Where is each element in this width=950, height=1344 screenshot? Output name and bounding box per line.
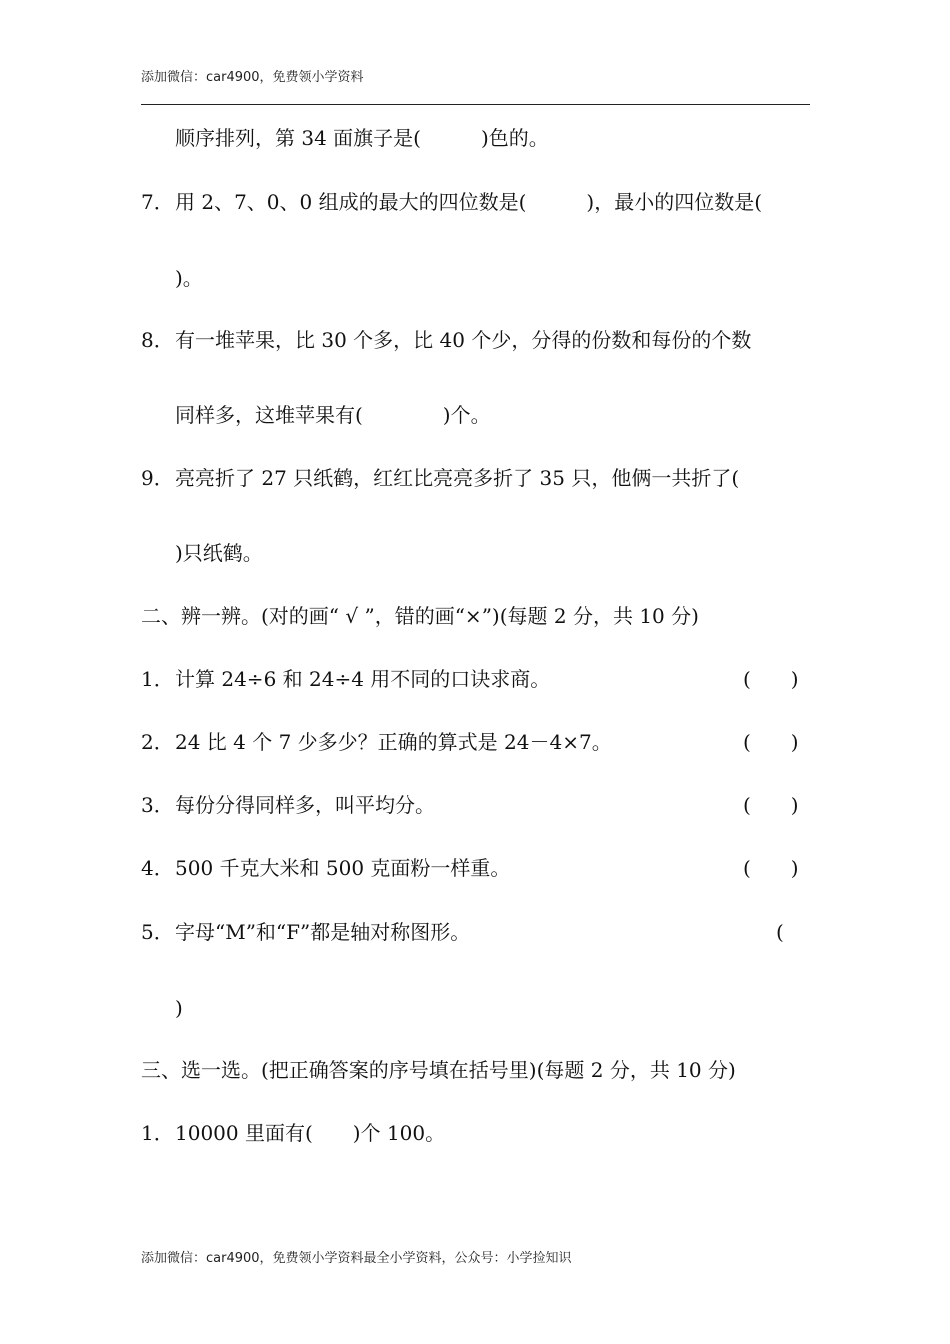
q9-line2: )只纸鹤。 [175,541,263,565]
footer-note: 添加微信：car4900，免费领小学资料最全小学资料，公众号：小学捡知识 [141,1251,572,1266]
header-divider [141,104,810,105]
judge-answer-blank-2[interactable]: ( ) [743,730,799,754]
q8-line1 [141,328,751,352]
q6-continuation: 顺序排列，第 34 面旗子是( )色的。 [175,126,549,150]
q7-number: 7． [141,190,174,214]
section2-heading: 二、辨一辨。(对的画“ √ ”，错的画“×”)(每题 2 分，共 10 分) [141,604,699,628]
section3-heading: 三、选一选。(把正确答案的序号填在括号里)(每题 2 分，共 10 分) [141,1058,736,1082]
judge-item-number: 2． [141,730,174,754]
q8-line2: 同样多，这堆苹果有( )个。 [175,403,491,427]
judge-item-5 [141,920,470,944]
q7-text: 用 2、7、0、0 组成的最大的四位数是( )，最小的四位数是( [175,190,763,214]
judge-item-number: 1． [141,667,174,691]
judge-item-text: 字母“M”和“F”都是轴对称图形。 [175,920,471,944]
judge-item-number: 5． [141,920,174,944]
judge-item-number: 4． [141,856,174,880]
judge-item-text: 每份分得同样多，叫平均分。 [175,793,435,817]
choice-item-1 [141,1121,445,1145]
judge-item-1 [141,667,550,691]
judge-item-text: 24 比 4 个 7 少多少？正确的算式是 24－4×7。 [175,730,612,754]
q8-number: 8． [141,328,174,352]
choice-item-number: 1． [141,1121,174,1145]
judge-answer-blank-5-open[interactable]: ( [776,920,784,944]
choice-item-text: 10000 里面有( )个 100。 [175,1121,446,1145]
q8-text: 有一堆苹果，比 30 个多，比 40 个少，分得的份数和每份的个数 [175,328,752,352]
judge-item-number: 3． [141,793,174,817]
judge-item-3 [141,793,435,817]
header-note: 添加微信：car4900，免费领小学资料 [141,70,364,85]
judge-answer-blank-5-close: ) [175,996,183,1020]
judge-answer-blank-4[interactable]: ( ) [743,856,799,880]
q7-line2: )。 [175,266,203,290]
judge-item-2 [141,730,612,754]
judge-answer-blank-1[interactable]: ( ) [743,667,799,691]
judge-item-text: 500 千克大米和 500 克面粉一样重。 [175,856,511,880]
q9-line1 [141,466,739,490]
judge-item-text: 计算 24÷6 和 24÷4 用不同的口诀求商。 [175,667,551,691]
q7-line1 [141,190,762,214]
judge-answer-blank-3[interactable]: ( ) [743,793,799,817]
q9-number: 9． [141,466,174,490]
q9-text: 亮亮折了 27 只纸鹤，红红比亮亮多折了 35 只，他俩一共折了( [175,466,740,490]
judge-item-4 [141,856,510,880]
